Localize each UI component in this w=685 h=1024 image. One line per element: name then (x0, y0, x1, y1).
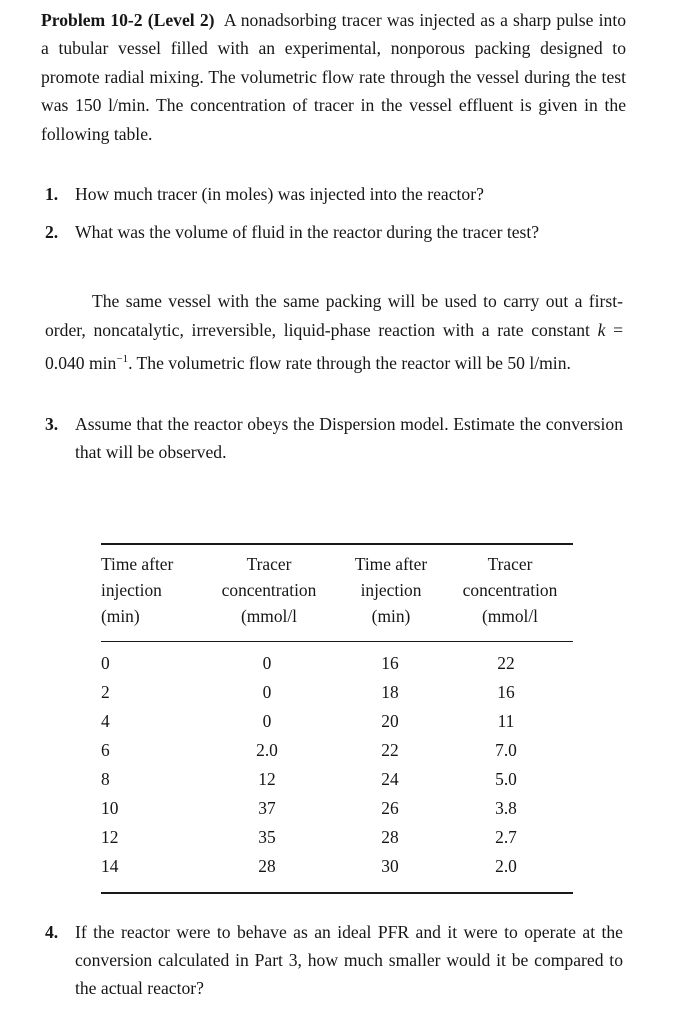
reaction-paragraph (45, 287, 623, 378)
concentration-cell: 16 (497, 682, 515, 702)
concentration-cell: 12 (258, 769, 276, 789)
time-cell: 26 (381, 798, 399, 818)
table-row (0, 766, 685, 795)
time-cell: 8 (101, 769, 110, 789)
header-line: concentration (221, 580, 317, 600)
time-cell: 28 (381, 827, 399, 847)
question-number: 2. (45, 222, 59, 242)
table-top-rule (101, 543, 573, 545)
time-cell: 14 (101, 856, 119, 876)
table-bottom-rule (101, 892, 573, 894)
concentration-cell: 2.0 (256, 740, 278, 760)
concentration-cell: 11 (497, 711, 515, 731)
rate-constant-value: = 0.040 min (45, 320, 623, 373)
header-line: Time after (354, 554, 428, 574)
time-cell: 2 (101, 682, 110, 702)
time-cell: 22 (381, 740, 399, 760)
header-tracer-concentration-1 (207, 551, 331, 629)
header-line: (mmol/l (240, 606, 298, 626)
header-line: (min) (371, 606, 411, 626)
header-line: Tracer (246, 554, 292, 574)
header-line: (mmol/l (481, 606, 539, 626)
time-cell: 4 (101, 711, 110, 731)
concentration-cell: 2.7 (495, 827, 517, 847)
time-cell: 6 (101, 740, 110, 760)
question-3 (45, 410, 623, 466)
table-row (0, 824, 685, 853)
problem-title: Problem 10-2 (Level 2) (41, 10, 215, 30)
header-line: injection (360, 580, 422, 600)
time-cell: 0 (101, 653, 110, 673)
rate-constant-exponent: −1 (116, 353, 129, 365)
time-cell: 30 (381, 856, 399, 876)
question-text: How much tracer (in moles) was injected into the reactor? (75, 184, 484, 204)
header-time-after-injection-1 (101, 551, 173, 629)
time-cell: 24 (381, 769, 399, 789)
question-text: What was the volume of fluid in the reactor during the tracer test? (75, 222, 540, 242)
header-line: concentration (462, 580, 558, 600)
header-line: injection (101, 580, 162, 600)
concentration-cell: 3.8 (495, 798, 517, 818)
question-text: Assume that the reactor obeys the Dispersion model. Estimate the conversion that will be observed. (75, 414, 623, 462)
time-cell: 10 (101, 798, 119, 818)
question-2 (45, 218, 623, 246)
table-row (0, 708, 685, 737)
header-tracer-concentration-2 (448, 551, 572, 629)
problem-statement (41, 6, 626, 148)
question-number: 3. (45, 414, 59, 434)
question-number: 4. (45, 922, 59, 942)
question-4 (45, 918, 623, 1002)
concentration-cell: 35 (258, 827, 276, 847)
problem-intro: A nonadsorbing tracer was injected as a sharp pulse into a tubular vessel filled with an experimental, nonporous packing designed to promote radial mixing. The volumetric flow rate through the vessel during the test was 150 l/min. The concentration of tracer in the vessel effluent is given in the following table. (41, 10, 627, 144)
concentration-cell: 37 (258, 798, 276, 818)
question-text: If the reactor were to behave as an ideal PFR and it were to operate at the conversion calculated in Part 3, how much smaller would it be compared to the actual reactor? (75, 922, 623, 998)
concentration-cell: 22 (497, 653, 515, 673)
table-row (0, 679, 685, 708)
header-time-after-injection-2 (340, 551, 442, 629)
time-cell: 16 (381, 653, 399, 673)
table-row (0, 795, 685, 824)
concentration-cell: 5.0 (495, 769, 517, 789)
time-cell: 18 (381, 682, 399, 702)
table-header-rule (101, 641, 573, 642)
concentration-cell: 2.0 (495, 856, 517, 876)
concentration-cell: 7.0 (495, 740, 517, 760)
table-row (0, 853, 685, 882)
paragraph-text-b: . The volumetric flow rate through the reactor will be 50 l/min. (128, 352, 571, 373)
table-row (0, 737, 685, 766)
header-line: Tracer (487, 554, 533, 574)
paragraph-text-a: The same vessel with the same packing will be used to carry out a first-order, noncatalytic, irreversible, liquid-phase reaction with a rate constant (45, 291, 623, 340)
time-cell: 20 (381, 711, 399, 731)
concentration-cell: 0 (262, 711, 272, 731)
header-line: (min) (101, 606, 140, 626)
concentration-cell: 28 (258, 856, 276, 876)
time-cell: 12 (101, 827, 119, 847)
table-row (0, 650, 685, 679)
concentration-cell: 0 (262, 653, 272, 673)
question-number: 1. (45, 184, 59, 204)
question-1 (45, 180, 623, 208)
rate-constant-symbol: k (597, 320, 606, 340)
header-line: Time after (101, 554, 174, 574)
concentration-cell: 0 (262, 682, 272, 702)
